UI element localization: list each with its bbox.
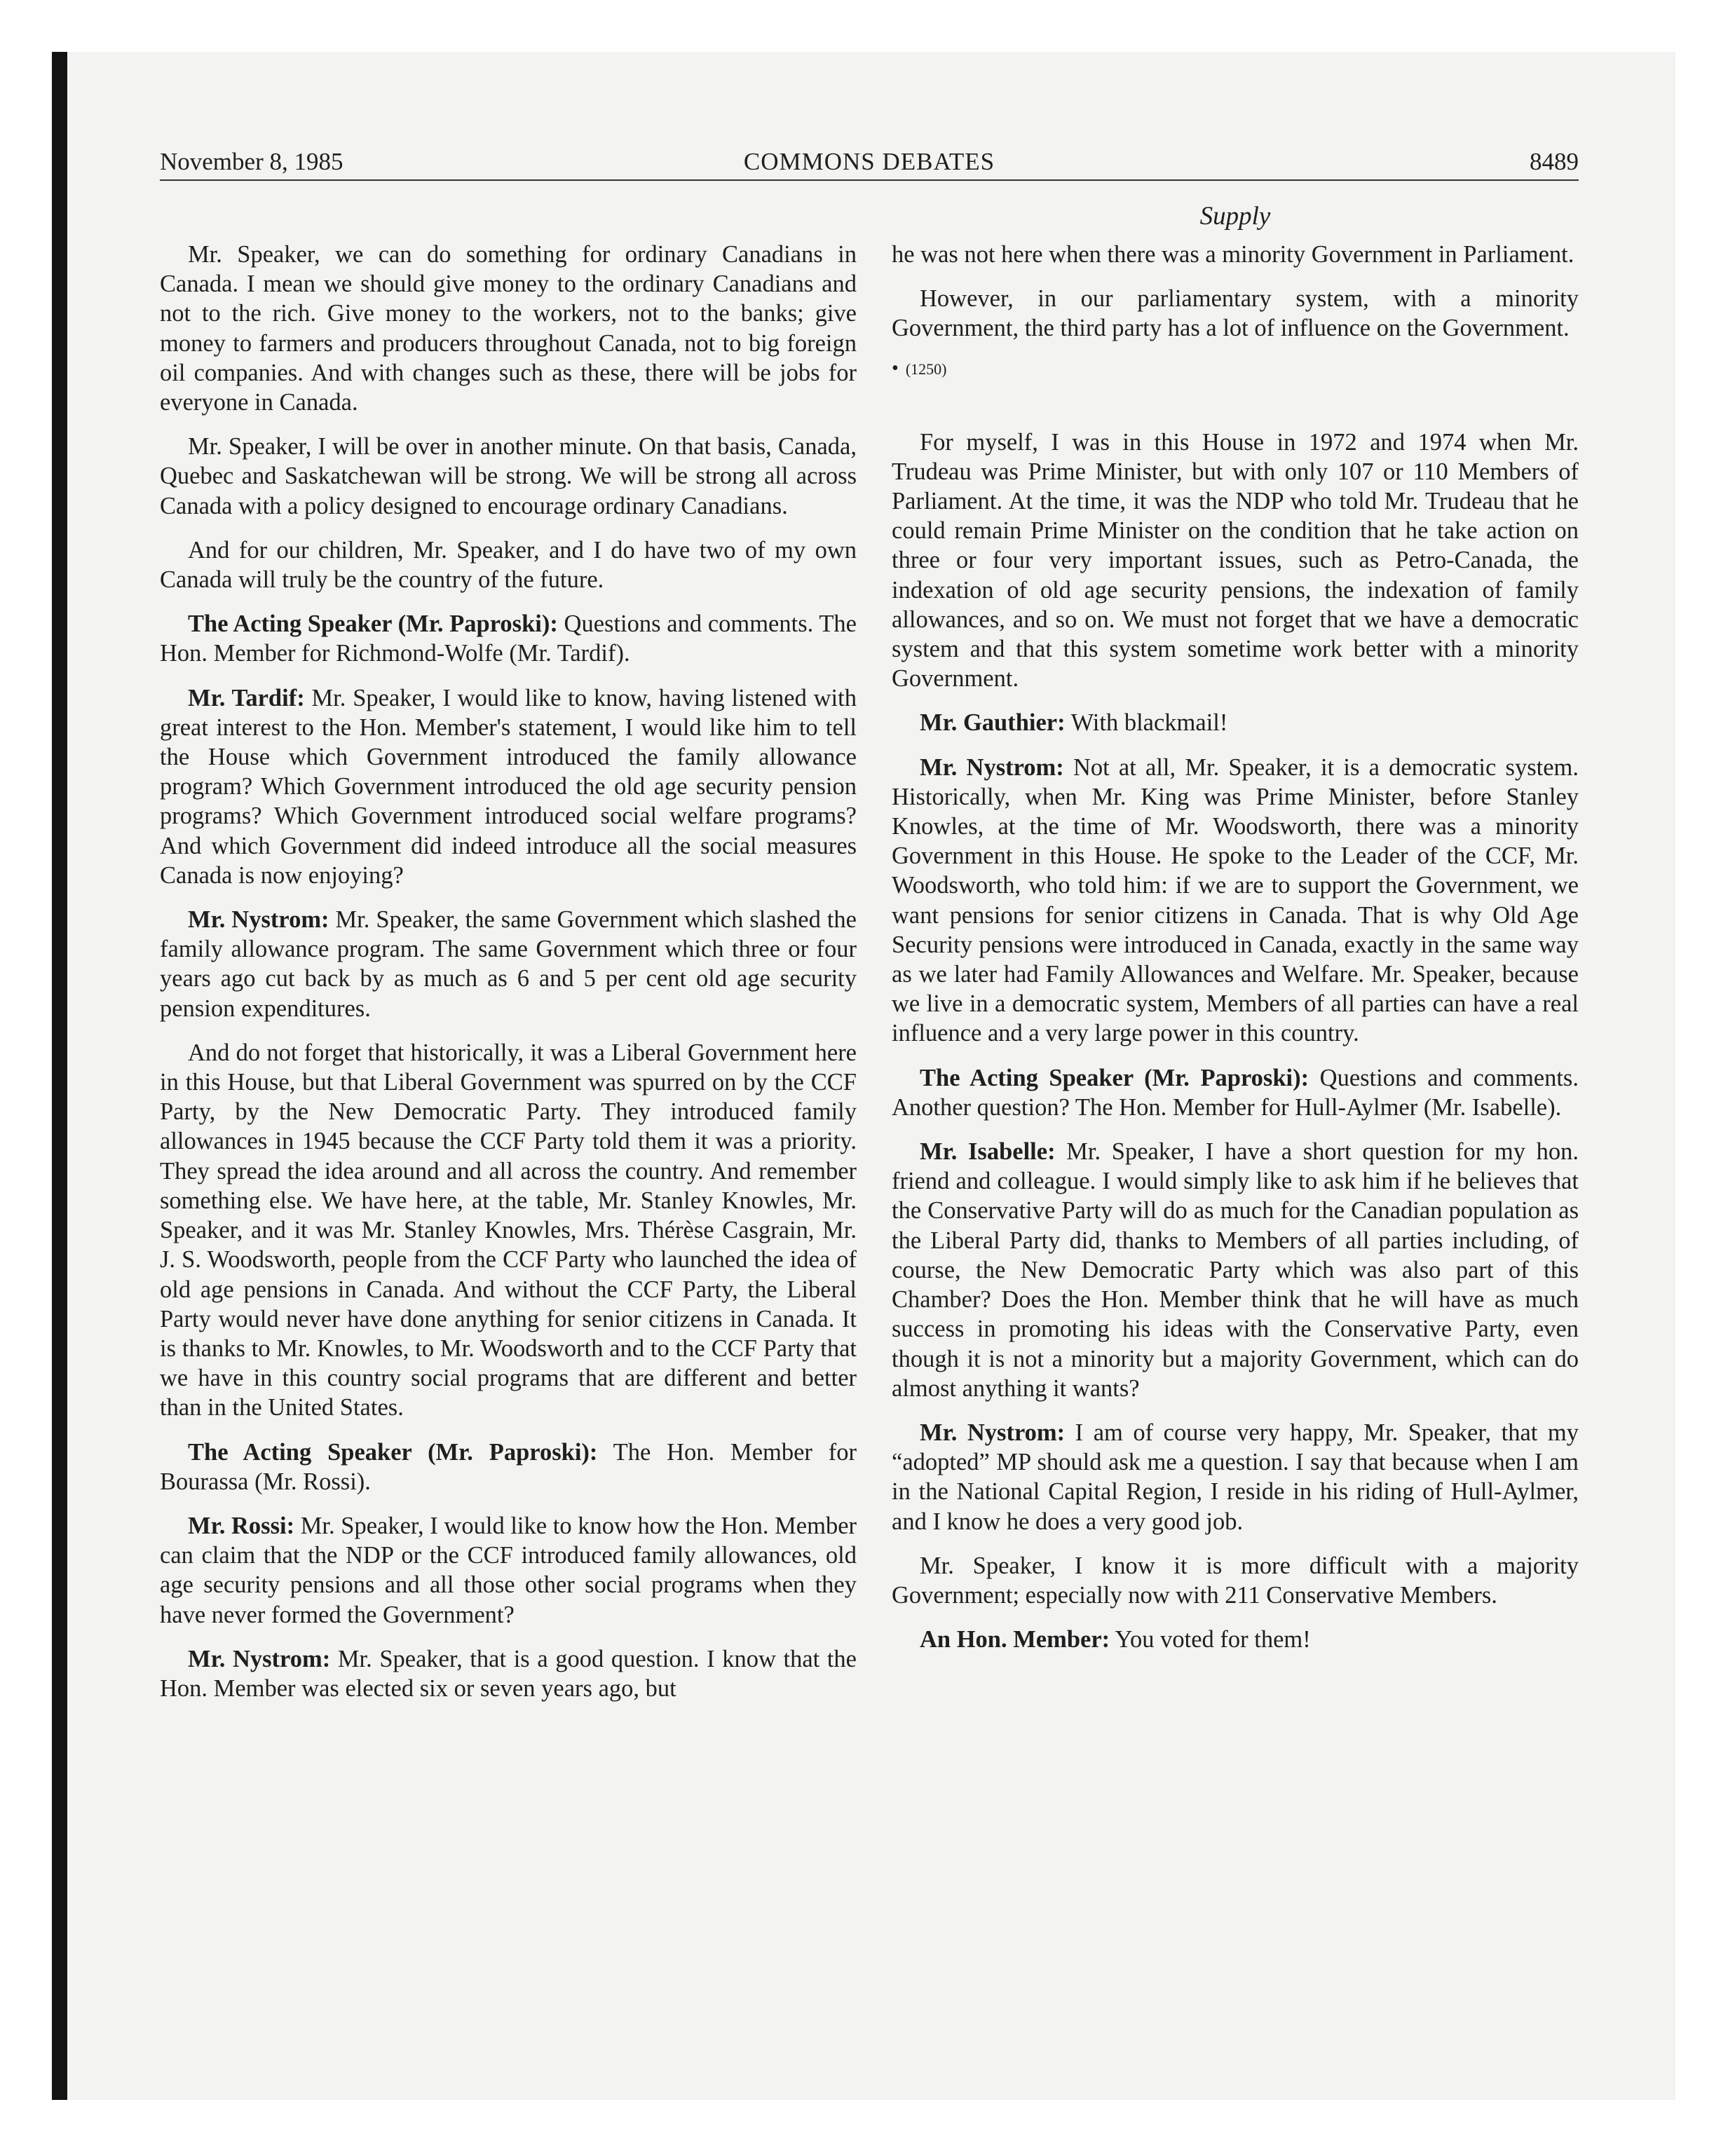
speech — [160, 683, 857, 890]
speech — [160, 1644, 857, 1703]
speech-text: You voted for them! — [1110, 1626, 1311, 1653]
header-title: COMMONS DEBATES — [743, 148, 995, 175]
speech-text: Mr. Speaker, the same Government which slashed the family allowance program. The same Government which three or four years ago cut back by as much as 6 and 5 per cent old age security pension expenditures. — [160, 906, 857, 1022]
header-rule — [160, 179, 1579, 181]
speech — [160, 609, 857, 668]
paragraph: Mr. Speaker, I know it is more difficult with a majority Government; especially now with 211 Conservative Members. — [892, 1552, 1579, 1609]
speaker-name: Mr. Nystrom: — [188, 906, 329, 934]
speech-text: The Hon. Member for Bourassa (Mr. Rossi). — [160, 1438, 857, 1495]
paragraph: Mr. Speaker, I will be over in another minute. On that basis, Canada, Quebec and Saskatchewan will be strong. We will be strong all across Canada with a policy designed to encourage ordinary Canadians. — [160, 433, 857, 519]
speaker-name: Mr. Nystrom: — [188, 1645, 331, 1672]
speech — [892, 1137, 1579, 1403]
speech-text: With blackmail! — [1065, 709, 1228, 737]
speaker-name: The Acting Speaker (Mr. Paproski): — [188, 1438, 598, 1466]
left-column — [160, 240, 857, 1718]
speech-text: I am of course very happy, Mr. Speaker, that my “adopted” MP should ask me a question. I say that because when I am in the National Capital Region, I reside in his riding of Hull-Aylmer, and I know he does a very good job. — [892, 1419, 1579, 1535]
speaker-name: An Hon. Member: — [920, 1626, 1110, 1653]
header-date: November 8, 1985 — [160, 148, 343, 175]
speech — [892, 1063, 1579, 1122]
paragraph: And for our children, Mr. Speaker, and I do have two of my own Canada will truly be the country of the future. — [160, 536, 857, 594]
section-title: Supply — [1199, 202, 1271, 231]
time-stamp: (1250) — [905, 360, 947, 378]
speech-text: Questions and comments. The Hon. Member for Richmond-Wolfe (Mr. Tardif). — [160, 610, 857, 667]
speech — [892, 753, 1579, 1049]
speaker-name: The Acting Speaker (Mr. Paproski): — [920, 1064, 1309, 1091]
speech-text: Mr. Speaker, I have a short question for my hon. friend and colleague. I would simply like to ask him if he believes that the Conservative Party will do as much for the Canadian population as the Liberal Party did, thanks to Members of all parties including, of course, the New Democratic Party which was also part of this Chamber? Does the Hon. Member think that he will have as much success in promoting his ideas with the Conservative Party, even though it is not a minority but a majority Government, which can do almost anything it wants? — [892, 1138, 1579, 1402]
paragraph: However, in our parliamentary system, with a minority Government, the third party has a lot of influence on the Government. — [892, 285, 1579, 342]
paragraph: Mr. Speaker, we can do something for ordinary Canadians in Canada. I mean we should give money to the ordinary Canadians and not to the rich. Give money to the workers, not to the banks; give money to farmers and producers throughout Canada, not to big foreign oil companies. And with changes such as these, there will be jobs for everyone in Canada. — [160, 241, 857, 416]
paragraph: For myself, I was in this House in 1972 and 1974 when Mr. Trudeau was Prime Minister, but with only 107 or 110 Members of Parliament. At the time, it was the NDP who told Mr. Trudeau that he could remain Prime Minister on the condition that he take action on three or four very important issues, such as Petro-Canada, the indexation of old age security pensions, the indexation of family allowances, and so on. We must not forget that we have a democratic system and that this system sometime work better with a minority Government. — [892, 428, 1579, 692]
speech-text: Mr. Speaker, I would like to know, having listened with great interest to the Hon. Member's statement, I would like him to tell the House which Government introduced the family allowance program? Which Government introduced the old age security pension programs? Which Government introduced social welfare programs? And which Government did indeed introduce all the social measures Canada is now enjoying? — [160, 684, 857, 889]
paragraph: he was not here when there was a minority Government in Parliament. — [892, 241, 1574, 268]
speech — [892, 1625, 1579, 1654]
bullet-icon: • — [892, 357, 899, 379]
speech — [160, 1511, 857, 1630]
speaker-name: Mr. Isabelle: — [920, 1138, 1056, 1166]
page-number: 8489 — [1530, 148, 1579, 175]
speech-text: Not at all, Mr. Speaker, it is a democratic system. Historically, when Mr. King was Prime Minister, before Stanley Knowles, at the time of Mr. Woodsworth, there was a minority Government in this House. He spoke to the Leader of the CCF, Mr. Woodsworth, who told him: if we are to support the Government, we want pensions for senior citizens in Canada. That is why Old Age Security pensions were introduced in Canada, exactly in the same way as we later had Family Allowances and Welfare. Mr. Speaker, because we live in a democratic system, Members of all parties can have a real influence and a very large power in this country. — [892, 753, 1579, 1047]
time-marker — [892, 358, 1579, 380]
speech-text: Mr. Speaker, I would like to know how the Hon. Member can claim that the NDP or the CCF introduced family allowances, old age security pensions and all those other social programs when they have never formed the Government? — [160, 1512, 857, 1628]
scan-edge-bar — [52, 52, 67, 2100]
speech — [892, 708, 1579, 737]
speaker-name: Mr. Nystrom: — [920, 753, 1064, 781]
speaker-name: The Acting Speaker (Mr. Paproski): — [188, 610, 558, 638]
speaker-name: Mr. Tardif: — [188, 684, 305, 711]
speaker-name: Mr. Nystrom: — [920, 1419, 1066, 1446]
speech — [160, 905, 857, 1023]
speech-text: Questions and comments. Another question? The Hon. Member for Hull-Aylmer (Mr. Isabelle). — [892, 1064, 1579, 1121]
speech-text: Mr. Speaker, that is a good question. I know that the Hon. Member was elected six or seven years ago, but — [160, 1645, 857, 1702]
paragraph: And do not forget that historically, it was a Liberal Government here in this House, but that Liberal Government was spurred on by the CCF Party, by the New Democratic Party. They introduced family allowances in 1945 because the CCF Party told them it was a priority. They spread the idea around and all across the country. And remember something else. We have here, at the table, Mr. Stanley Knowles, Mr. Speaker, and it was Mr. Stanley Knowles, Mrs. Thérèse Casgrain, Mr. J. S. Woodsworth, people from the CCF Party who launched the idea of old age pensions in Canada. And without the CCF Party, the Liberal Party would never have done anything for senior citizens in Canada. It is thanks to Mr. Knowles, to Mr. Woodsworth and to the CCF Party that we have in this country social programs that are different and better than in the United States. — [160, 1039, 857, 1421]
speech — [892, 1418, 1579, 1536]
speaker-name: Mr. Gauthier: — [920, 709, 1066, 737]
speech — [160, 1438, 857, 1496]
speaker-name: Mr. Rossi: — [188, 1512, 295, 1539]
page-header — [160, 146, 1579, 178]
right-column — [892, 240, 1579, 1669]
